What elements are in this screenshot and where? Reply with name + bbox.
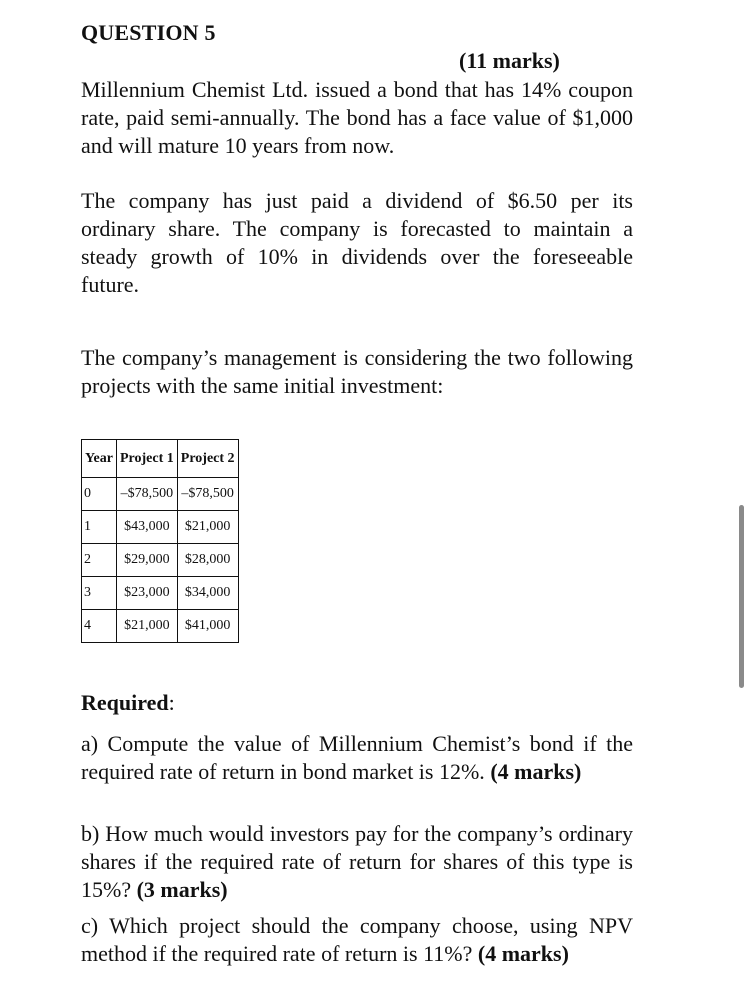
header-project-2: Project 2 [177,440,238,478]
vertical-scrollbar[interactable] [739,505,744,688]
project-2-cell: –$78,500 [177,478,238,511]
required-heading [81,690,175,716]
question-part-b [81,820,633,904]
project-1-cell: $29,000 [117,544,178,577]
question-marks: (11 marks) [459,48,560,73]
question-part-c [81,912,633,968]
header-project-1: Project 1 [117,440,178,478]
part-b-text: b) How much would investors pay for the company’s ordinary shares if the required rate of return for shares of this type is 15%? [81,821,633,902]
projects-paragraph: The company’s management is considering the two following projects with the same initial investment: [81,345,633,398]
project-1-cell: $23,000 [117,577,178,610]
year-cell: 0 [82,478,117,511]
part-a-marks: (4 marks) [490,759,582,784]
required-label: Required [81,690,169,715]
project-2-cell: $34,000 [177,577,238,610]
table-row [82,577,239,610]
year-cell: 1 [82,511,117,544]
part-b-marks: (3 marks) [136,877,228,902]
project-1-cell: $43,000 [117,511,178,544]
year-cell: 3 [82,577,117,610]
part-a-text: a) Compute the value of Millennium Chemist’s bond if the required rate of return in bond market is 12%. [81,731,633,784]
table-row [82,511,239,544]
project-2-cell: $21,000 [177,511,238,544]
part-c-marks: (4 marks) [477,941,569,966]
bond-paragraph: Millennium Chemist Ltd. issued a bond that has 14% coupon rate, paid semi-annually. The bond has a face value of $1,000 and will mature 10 years from now. [81,77,633,158]
table-row [82,478,239,511]
table-header-row [82,440,239,478]
year-cell: 4 [82,610,117,643]
header-year: Year [82,440,117,478]
required-colon: : [168,690,175,715]
part-c-text: c) Which project should the company choose, using NPV method if the required rate of return is 11%? [81,913,633,966]
table-row [82,610,239,643]
question-part-a [81,730,633,786]
projects-table [81,439,239,643]
project-1-cell: $21,000 [117,610,178,643]
table-row [82,544,239,577]
project-2-cell: $28,000 [177,544,238,577]
project-2-cell: $41,000 [177,610,238,643]
dividend-paragraph: The company has just paid a dividend of $6.50 per its ordinary share. The company is forecasted to maintain a steady growth of 10% in dividends over the foreseeable future. [81,188,633,297]
project-1-cell: –$78,500 [117,478,178,511]
year-cell: 2 [82,544,117,577]
question-title: QUESTION 5 [81,20,216,45]
